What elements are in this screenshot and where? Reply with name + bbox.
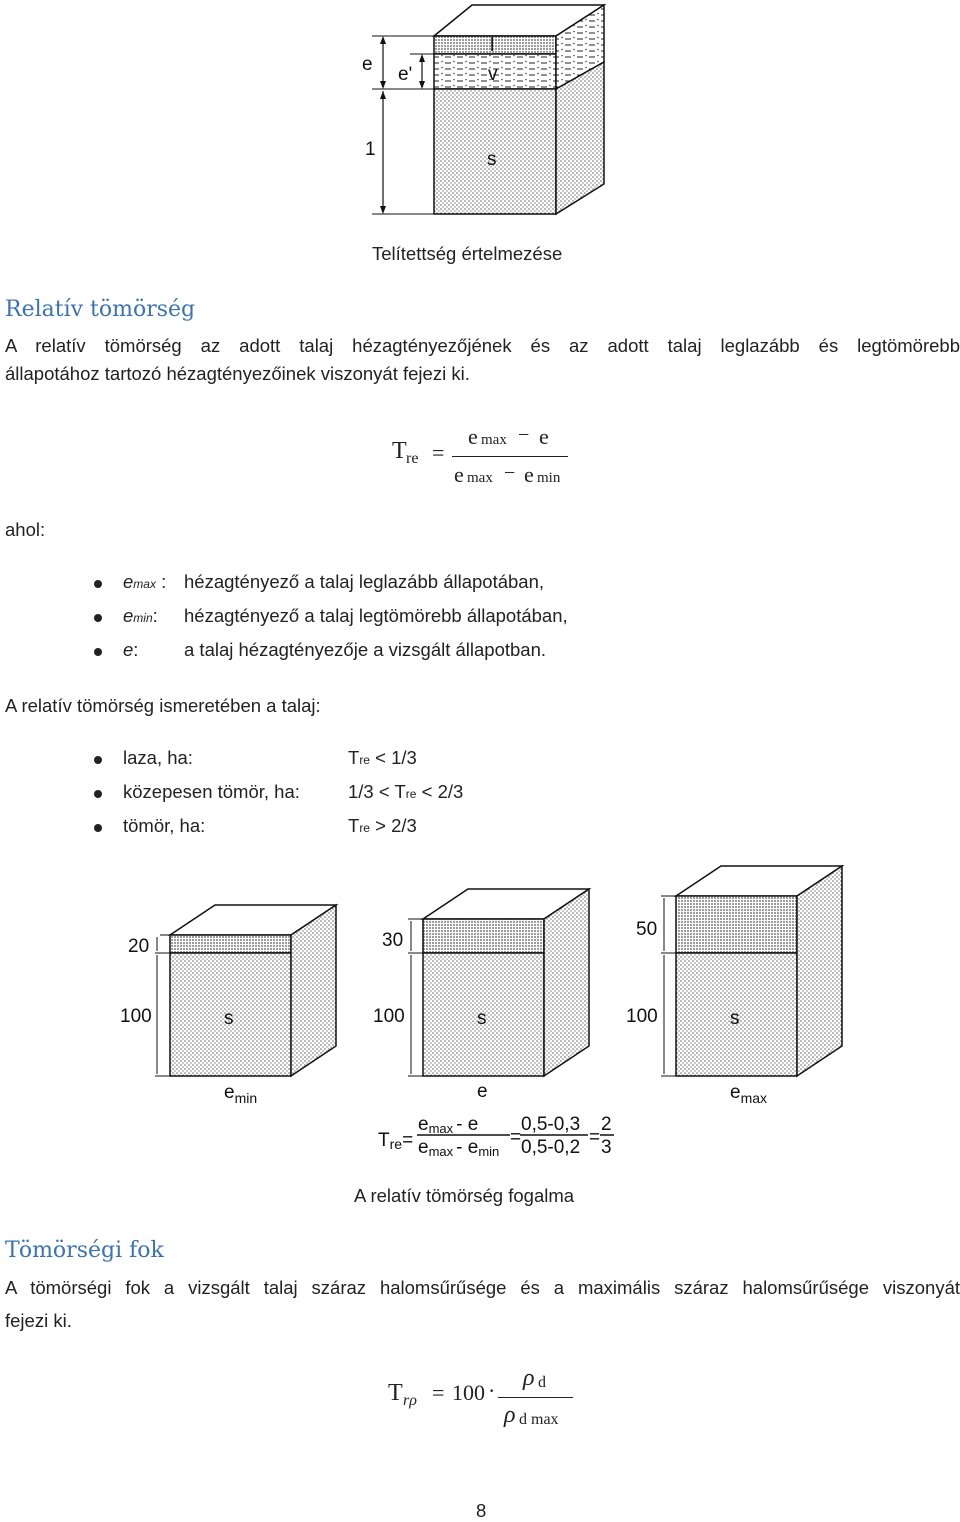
formula-rho: ρ: [504, 1402, 516, 1428]
formula-num-e: e: [468, 424, 478, 449]
svg-text:Tre=: Tre=: [378, 1130, 414, 1152]
condition-expression: Tre < 1/3: [348, 747, 417, 768]
formula-relative-density: [390, 420, 590, 495]
box-emin: [155, 905, 336, 1076]
paragraph-line: állapotához tartozó hézagtényezőinek viszonyát fejezi ki.: [5, 363, 470, 384]
box1-e-label: $e_{min}$: [224, 1082, 258, 1106]
condition-label: laza, ha:: [123, 747, 193, 768]
formula-compaction-degree: [388, 1363, 588, 1438]
saturation-figure: [340, 0, 620, 225]
condition-expression: Tre > 2/3: [348, 815, 417, 836]
label-l: l: [490, 35, 495, 56]
box3-bottom-label: 100: [626, 1006, 658, 1027]
formula-num-sub: max: [481, 432, 507, 448]
box-emax: [661, 866, 842, 1076]
svg-text:emax- emin: emax - emin: [418, 1137, 500, 1159]
svg-text:emax- e: emax - e: [418, 1114, 479, 1136]
svg-text:=: =: [589, 1127, 601, 1148]
bullet: [94, 756, 102, 764]
formula-den-minus: −: [504, 462, 516, 484]
section-title-compaction-degree: Tömörségi fok: [5, 1238, 164, 1263]
formula-num-e2: e: [539, 424, 549, 449]
box3-s-label: s: [730, 1008, 740, 1029]
label-v: v: [488, 64, 498, 85]
definition-symbol: emin:: [123, 605, 158, 626]
formula-num-minus: −: [518, 424, 530, 446]
formula-den-e2: e: [524, 462, 534, 487]
bullet: [94, 614, 102, 622]
formula-den-sub: max: [467, 470, 493, 486]
formula-num-sub: d: [538, 1374, 546, 1391]
formula-symbol: T: [388, 1380, 403, 1406]
paragraph-line: A relatív tömörség az adott talaj hézagtényezőjének és az adott talaj leglazább és legtömörebb: [5, 335, 960, 356]
definition-symbol: emax :: [123, 571, 167, 592]
definition-text: a talaj hézagtényezője a vizsgált állapotban.: [184, 639, 547, 660]
condition-expression: 1/3 < Tre < 2/3: [348, 781, 464, 802]
formula-subscript: re: [406, 450, 419, 467]
formula-den-sub: d max: [519, 1411, 559, 1428]
bullet: [94, 580, 102, 588]
paragraph-line: A tömörségi fok a vizsgált talaj száraz halomsűrűsége és a maximális száraz halomsűrűsége viszonyát: [5, 1277, 960, 1298]
definition-text: hézagtényező a talaj legtömörebb állapotában,: [184, 605, 568, 626]
svg-text:0,5-0,3: 0,5-0,3: [521, 1114, 581, 1135]
page-number: 8: [476, 1500, 487, 1521]
box3-e-label: $e_{max}$: [730, 1082, 768, 1106]
formula-subscript: rρ: [403, 1392, 417, 1409]
knowledge-intro: A relatív tömörség ismeretében a talaj:: [5, 695, 321, 716]
definition-symbol: e:: [123, 639, 139, 660]
ahol-label: ahol:: [5, 519, 46, 540]
formula-den-sub2: min: [537, 470, 561, 486]
label-e-prime: e': [398, 64, 413, 85]
box2-bottom-label: 100: [373, 1006, 405, 1027]
definition-text: hézagtényező a talaj leglazább állapotában,: [184, 571, 545, 592]
condition-label: közepesen tömör, ha:: [123, 781, 300, 802]
label-s: s: [487, 149, 497, 170]
air-layer: [434, 36, 556, 54]
formula-equals: =: [432, 1380, 445, 1405]
svg-text:0,5-0,2: 0,5-0,2: [521, 1137, 581, 1158]
svg-text:2: 2: [601, 1114, 612, 1135]
relative-density-figure: [110, 862, 870, 1162]
formula-rho: ρ: [523, 1365, 535, 1391]
formula-symbol: T: [392, 438, 407, 464]
box1-s-label: s: [224, 1008, 234, 1029]
formula-coefficient: 100: [452, 1380, 485, 1405]
label-one: 1: [365, 139, 376, 160]
box1-bottom-label: 100: [120, 1006, 152, 1027]
fraction-bar: [498, 1397, 573, 1398]
box2-e-label: e: [477, 1081, 488, 1102]
bullet: [94, 790, 102, 798]
formula-den-e: e: [454, 462, 464, 487]
cube-side-lower: [556, 62, 604, 214]
box3-top-label: 50: [636, 919, 658, 940]
condition-label: tömör, ha:: [123, 815, 206, 836]
formula-dot: ·: [488, 1378, 496, 1403]
bullet: [94, 648, 102, 656]
figure-caption-saturation: Telítettség értelmezése: [372, 243, 563, 264]
box2-s-label: s: [477, 1008, 487, 1029]
paragraph-line: fejezi ki.: [5, 1310, 72, 1331]
formula-equals: =: [432, 440, 445, 465]
box1-top-label: 20: [128, 936, 150, 957]
example-formula: [378, 1114, 614, 1159]
figure-caption-relative-density: A relatív tömörség fogalma: [354, 1185, 575, 1206]
svg-text:=: =: [510, 1127, 522, 1148]
box-e: [408, 889, 589, 1076]
svg-text:3: 3: [601, 1137, 612, 1158]
section-title-relative-density: Relatív tömörség: [5, 297, 196, 322]
box2-top-label: 30: [382, 930, 404, 951]
label-e: e: [362, 54, 373, 75]
fraction-bar: [452, 456, 568, 457]
bullet: [94, 824, 102, 832]
